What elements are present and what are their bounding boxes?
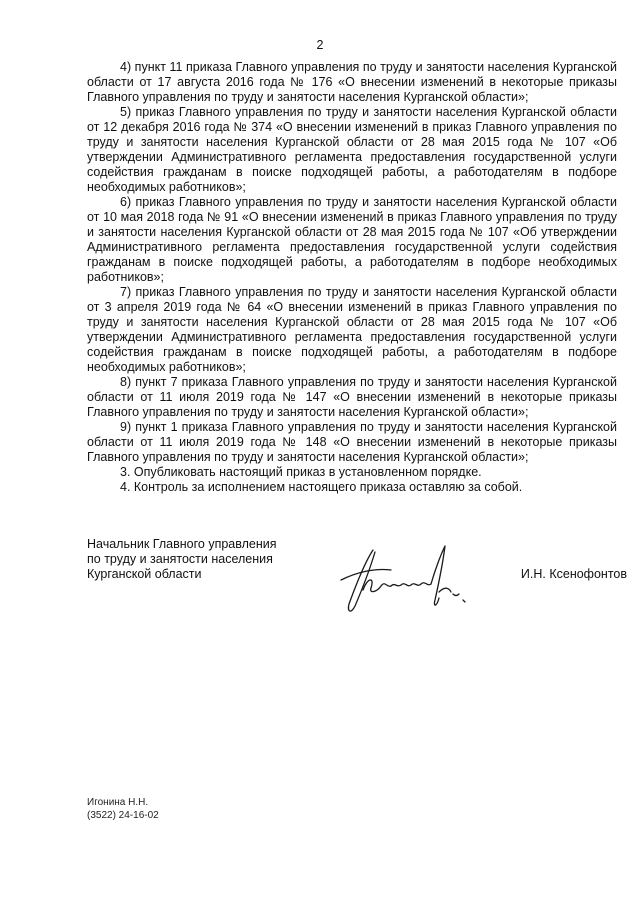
paragraph-item-5: 5) приказ Главного управления по труду и занятости населения Курганской области от 12 декабря 2016 года № 374 «О внесении изменений в приказ Главного управления по труду и занятости населения Курганской области от 28 мая 2015 года № 107 «Об утверждении Административного регламента предоставления государственной услуги содействия гражданам в поиске подходящей работы, а работодателям в подборе необходимых работников»; (87, 105, 617, 194)
paragraph-item-6: 6) приказ Главного управления по труду и занятости населения Курганской области от 10 мая 2018 года № 91 «О внесении изменений в приказ Главного управления по труду и занятости населения Курганской области от 28 мая 2015 года № 107 «Об утверждении Административного регламента предоставления государственной услуги содействия гражданам в поиске подходящей работы, а работодателям в подборе необходимых работников»; (87, 195, 617, 284)
signature-block (87, 537, 627, 627)
executor-footer (87, 796, 159, 822)
position-line-2: по труду и занятости населения (87, 552, 273, 566)
page-number: 2 (316, 38, 324, 52)
order-body (87, 60, 617, 495)
executor-phone: (3522) 24-16-02 (87, 810, 159, 821)
executor-name: Игонина Н.Н. (87, 797, 149, 808)
paragraph-control: 4. Контроль за исполнением настоящего приказа оставляю за собой. (120, 480, 523, 494)
paragraph-item-9: 9) пункт 1 приказа Главного управления по труду и занятости населения Курганской области от 11 июля 2019 года № 148 «О внесении изменений в некоторые приказы Главного управления по труду и занятости населения Курганской области»; (87, 420, 617, 464)
paragraph-item-8: 8) пункт 7 приказа Главного управления по труду и занятости населения Курганской области от 11 июля 2019 года № 147 «О внесении изменений в некоторые приказы Главного управления по труду и занятости населения Курганской области»; (87, 375, 617, 419)
position-line-3: Курганской области (87, 567, 202, 581)
signatory-position (87, 537, 277, 582)
position-line-1: Начальник Главного управления (87, 537, 277, 551)
paragraph-item-7: 7) приказ Главного управления по труду и занятости населения Курганской области от 3 апреля 2019 года № 64 «О внесении изменений в приказ Главного управления по труду и занятости населения Курганской области от 28 мая 2015 года № 107 «Об утверждении Административного регламента предоставления государственной услуги содействия гражданам в поиске подходящей работы, а работодателям в подборе необходимых работников»; (87, 285, 617, 374)
paragraph-publish: 3. Опубликовать настоящий приказ в установленном порядке. (120, 465, 482, 479)
handwritten-signature (335, 542, 470, 627)
signatory-name: И.Н. Ксенофонтов (520, 567, 627, 581)
paragraph-item-4: 4) пункт 11 приказа Главного управления по труду и занятости населения Курганской области от 17 августа 2016 года № 176 «О внесении изменений в некоторые приказы Главного управления по труду и занятости населения Курганской области»; (87, 60, 617, 104)
